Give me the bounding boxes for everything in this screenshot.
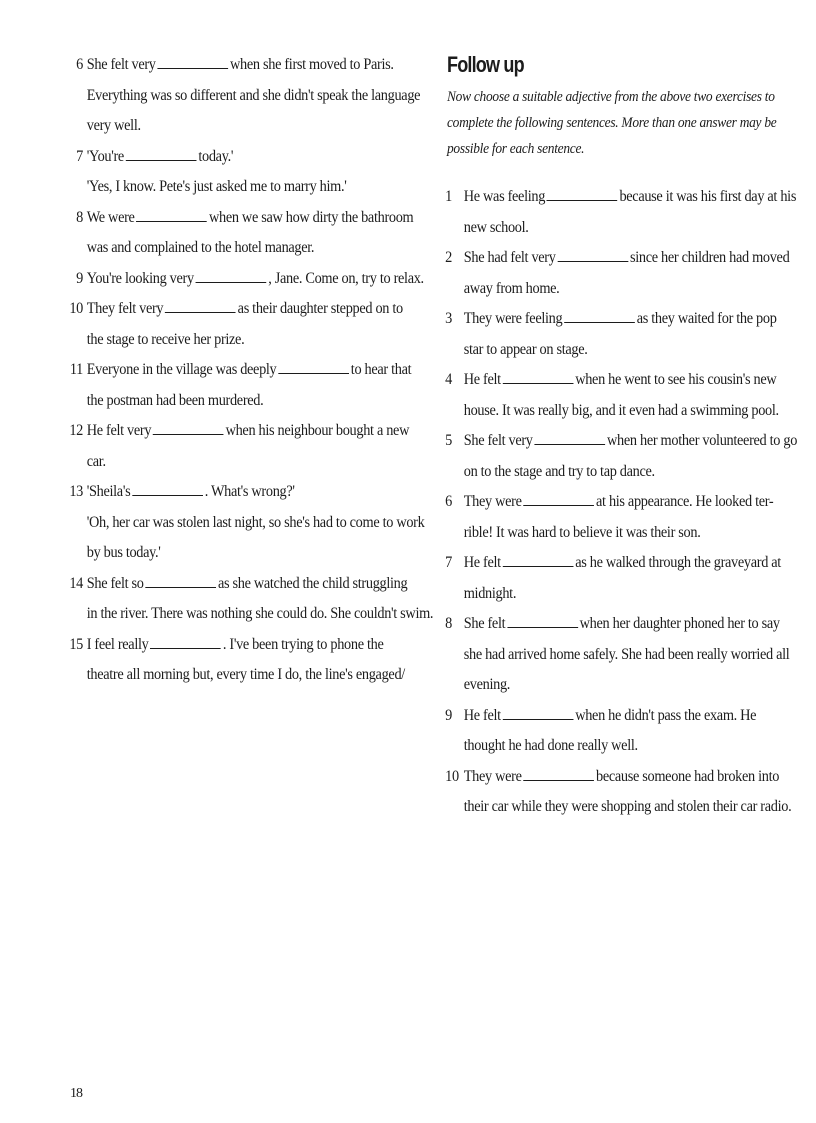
sentence-text: since her children had moved — [629, 249, 790, 266]
sentence-text: 'Yes, I know. Pete's just asked me to marry him.' — [86, 178, 347, 195]
item-number: 9 — [445, 706, 452, 724]
sentence-text: as she watched the child struggling — [217, 574, 408, 592]
answer-blank[interactable] — [503, 705, 574, 720]
answer-blank[interactable] — [150, 634, 221, 649]
sentence-text: 'Oh, her car was stolen last night, so she's had to come to work — [86, 513, 425, 531]
sentence-text: to hear that — [350, 361, 412, 378]
sentence-text: when he didn't pass the exam. He — [575, 706, 757, 724]
sentence-text: the postman had been murdered. — [86, 391, 264, 409]
exercise-item-13 — [69, 477, 425, 569]
item-number: 13 — [69, 483, 84, 500]
sentence-text: because it was his first day at his — [619, 188, 797, 205]
item-number: 2 — [445, 249, 452, 266]
sentence-text: was and complained to the hotel manager. — [86, 239, 315, 256]
sentence-text: evening. — [463, 676, 511, 693]
page-number: 18 — [70, 1086, 82, 1101]
follow-up-item-10 — [447, 762, 794, 823]
exercise-item-10 — [70, 294, 415, 355]
sentence-text: she had arrived home safely. She had been really worried all — [463, 645, 790, 663]
follow-up-item-7 — [447, 548, 794, 609]
sentence-text: because someone had broken into — [596, 767, 780, 785]
answer-blank[interactable] — [278, 359, 349, 374]
sentence-text: thought he had done really well. — [463, 737, 638, 754]
follow-up-item-3 — [447, 304, 794, 365]
sentence-text: as their daughter stepped on to — [237, 300, 403, 317]
answer-blank[interactable] — [547, 186, 618, 201]
sentence-text: rible! It was hard to believe it was their son. — [463, 523, 701, 541]
answer-blank[interactable] — [564, 308, 635, 323]
exercise-item-11 — [70, 355, 415, 416]
sentence-text: She felt — [463, 615, 506, 632]
sentence-text: midnight. — [463, 584, 517, 602]
item-number: 15 — [69, 635, 84, 653]
answer-blank[interactable] — [196, 268, 267, 283]
sentence-text: He felt — [463, 706, 501, 724]
follow-up-item-2 — [447, 243, 794, 304]
sentence-text: They were — [463, 767, 522, 785]
answer-blank[interactable] — [136, 207, 207, 222]
item-number: 8 — [76, 208, 84, 226]
sentence-text: when she first moved to Paris. — [230, 56, 394, 73]
item-number: 4 — [445, 371, 452, 388]
follow-up-column — [445, 52, 798, 823]
answer-blank[interactable] — [165, 298, 236, 313]
sentence-text: Everything was so different and she didn't speak the language — [86, 86, 421, 104]
follow-up-item-9 — [447, 701, 794, 762]
sentence-text: He felt — [463, 371, 501, 388]
sentence-text: He felt very — [86, 422, 152, 439]
sentence-text: house. It was really big, and it even had a swimming pool. — [463, 401, 779, 419]
answer-blank[interactable] — [507, 613, 578, 628]
exercise-item-6 — [70, 50, 421, 142]
item-number: 12 — [69, 422, 84, 439]
sentence-text: at his appearance. He looked ter- — [596, 493, 774, 510]
follow-up-item-6 — [447, 487, 794, 548]
sentence-text: when we saw how dirty the bathroom — [208, 208, 414, 226]
sentence-text: star to appear on stage. — [463, 340, 588, 358]
exercise-item-15 — [70, 630, 415, 691]
sentence-text: new school. — [463, 218, 529, 236]
sentence-text: when her mother volunteered to go — [607, 432, 798, 449]
sentence-text: . What's wrong?' — [204, 483, 295, 500]
sentence-text: on to the stage and try to tap dance. — [463, 462, 655, 480]
item-number: 6 — [445, 493, 452, 510]
sentence-text: when his neighbour bought a new — [225, 422, 410, 439]
answer-blank[interactable] — [557, 247, 628, 262]
sentence-text: very well. — [86, 117, 141, 134]
sentence-text: She felt very — [86, 56, 156, 73]
answer-blank[interactable] — [153, 420, 224, 435]
sentence-text: theatre all morning but, every time I do, the line's engaged/ — [86, 666, 405, 683]
follow-up-item-5 — [445, 426, 798, 487]
exercise-item-12 — [70, 416, 415, 477]
item-number: 10 — [69, 300, 84, 317]
exercise-left-column — [69, 50, 434, 691]
follow-up-item-4 — [447, 365, 794, 426]
sentence-text: their car while they were shopping and stolen their car radio. — [463, 798, 792, 815]
item-number: 6 — [76, 56, 84, 73]
instruction-line: possible for each sentence. — [447, 141, 585, 157]
follow-up-item-8 — [447, 609, 794, 701]
sentence-text: You're looking very — [86, 269, 194, 287]
sentence-text: when he went to see his cousin's new — [575, 371, 777, 388]
exercise-item-14 — [69, 569, 434, 630]
item-number: 1 — [445, 188, 452, 205]
sentence-text: They felt very — [86, 300, 164, 317]
exercise-item-7 — [70, 142, 415, 203]
item-number: 8 — [445, 615, 452, 632]
sentence-text: They were feeling — [463, 310, 563, 327]
answer-blank[interactable] — [523, 766, 594, 781]
follow-up-instructions — [447, 84, 780, 162]
sentence-text: . I've been trying to phone the — [222, 635, 384, 653]
sentence-text: He felt — [463, 554, 501, 571]
sentence-text: in the river. There was nothing she could do. She couldn't swim. — [86, 605, 434, 622]
answer-blank[interactable] — [145, 573, 216, 588]
item-number: 5 — [445, 432, 452, 449]
sentence-text: the stage to receive her prize. — [86, 330, 245, 348]
sentence-text: I feel really — [86, 635, 149, 653]
follow-up-heading: Follow up — [447, 52, 524, 77]
sentence-text: She felt so — [86, 574, 144, 592]
sentence-text: They were — [463, 493, 522, 510]
sentence-text: by bus today.' — [86, 544, 161, 561]
answer-blank[interactable] — [158, 54, 229, 69]
sentence-text: 'You're — [86, 147, 124, 165]
sentence-text: She felt very — [463, 432, 533, 449]
sentence-text: as he walked through the graveyard at — [575, 554, 781, 571]
answer-blank[interactable] — [535, 430, 606, 445]
answer-blank[interactable] — [503, 369, 574, 384]
sentence-text: Everyone in the village was deeply — [86, 361, 277, 378]
item-number: 11 — [69, 361, 84, 378]
sentence-text: car. — [86, 452, 106, 470]
item-number: 7 — [445, 554, 452, 571]
sentence-text: away from home. — [463, 279, 560, 297]
item-number: 10 — [445, 767, 459, 785]
sentence-text: , Jane. Come on, try to relax. — [268, 269, 424, 287]
item-number: 7 — [76, 147, 84, 165]
item-number: 3 — [445, 310, 452, 327]
instruction-line: Now choose a suitable adjective from the above two exercises to — [447, 89, 775, 105]
item-number: 14 — [69, 574, 84, 592]
item-number: 9 — [76, 269, 84, 287]
answer-blank[interactable] — [126, 146, 197, 161]
follow-up-item-1 — [445, 182, 797, 243]
sentence-text: when her daughter phoned her to say — [579, 615, 780, 632]
answer-blank[interactable] — [503, 552, 574, 567]
sentence-text: We were — [86, 208, 135, 226]
sentence-text: 'Sheila's — [86, 483, 131, 500]
sentence-text: as they waited for the pop — [636, 310, 777, 327]
sentence-text: He was feeling — [463, 188, 546, 205]
exercise-item-9 — [70, 264, 424, 295]
exercise-item-8 — [70, 203, 415, 264]
answer-blank[interactable] — [132, 481, 203, 496]
answer-blank[interactable] — [523, 491, 594, 506]
sentence-text: today.' — [198, 147, 234, 165]
sentence-text: She had felt very — [463, 249, 556, 266]
instruction-line: complete the following sentences. More than one answer may be — [447, 115, 777, 131]
